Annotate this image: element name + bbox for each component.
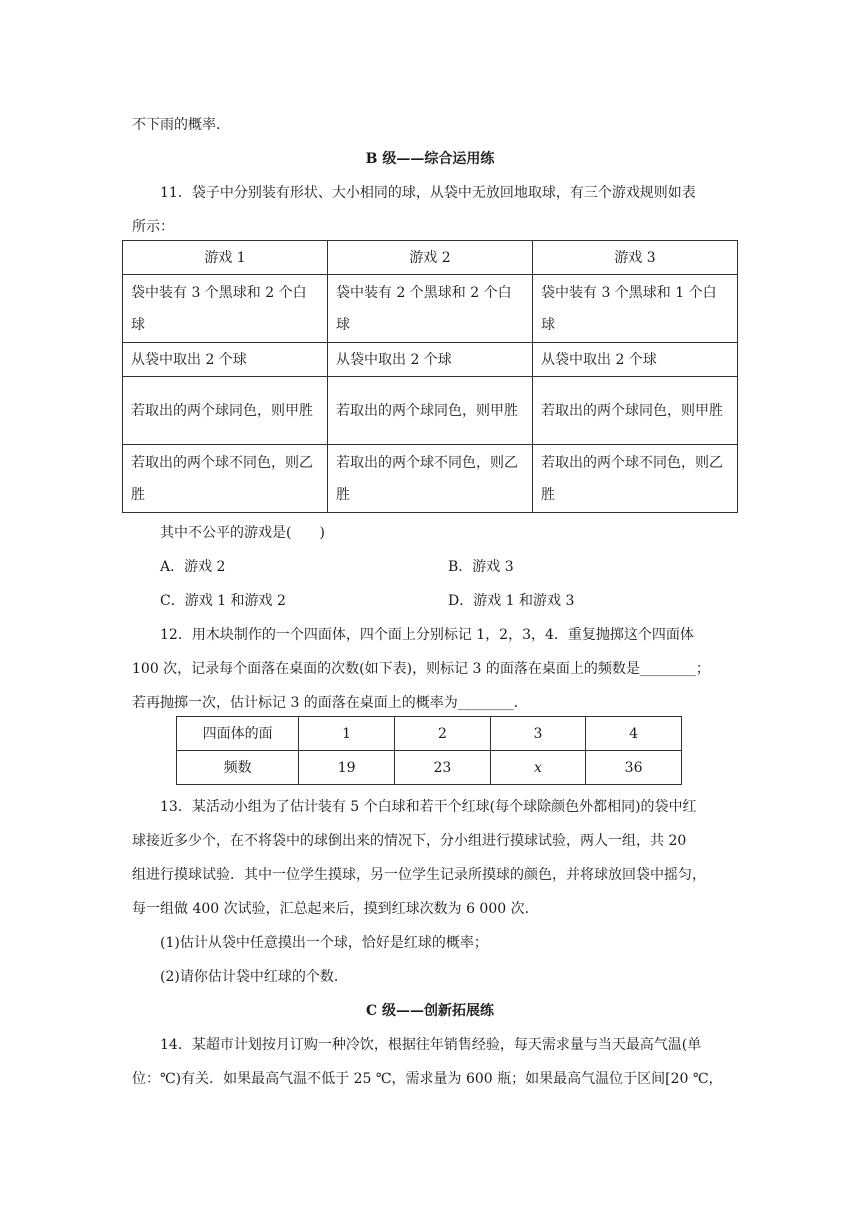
table-cell: 若取出的两个球不同色，则乙胜 [533,445,738,513]
table-row [177,751,682,785]
q13-text-line1: 13．某活动小组为了估计装有 5 个白球和若干个红球(每个球除颜色外都相同)的袋中红 [160,799,697,815]
table-cell: 袋中装有 2 个黑球和 2 个白球 [328,275,533,343]
table-header-cell: 1 [299,717,395,751]
table-cell: 36 [586,751,682,785]
q13-subquestion-1: (1)估计从袋中任意摸出一个球，恰好是红球的概率； [160,935,488,951]
q12-text-line2: 100 次，记录每个面落在桌面的次数(如下表)，则标记 3 的面落在桌面上的频数是________； [132,661,710,677]
section-heading-b: B 级——综合运用练 [365,151,495,167]
q14-text-line2: 位：℃)有关．如果最高气温不低于 25 ℃，需求量为 600 瓶；如果最高气温位于区间[20 ℃， [132,1071,723,1087]
q13-text-line4: 每一组做 400 次试验，汇总起来后，摸到红球次数为 6 000 次． [132,901,539,917]
table-cell: 袋中装有 3 个黑球和 1 个白球 [533,275,738,343]
table-cell: 若取出的两个球同色，则甲胜 [123,377,328,445]
q13-text-line3: 组进行摸球试验．其中一位学生摸球，另一位学生记录所摸球的颜色，并将球放回袋中摇匀， [132,867,706,883]
table-header-cell: 2 [395,717,491,751]
table-cell: 19 [299,751,395,785]
frequency-table [176,716,682,785]
table-row [123,377,738,445]
q12-text-line3: 若再抛掷一次，估计标记 3 的面落在桌面上的概率为________． [132,695,528,711]
q12-text-line1: 12．用木块制作的一个四面体，四个面上分别标记 1，2，3，4．重复抛掷这个四面体 [160,627,694,643]
games-table [122,240,738,513]
table-header-cell: 游戏 3 [533,241,738,275]
table-cell: 从袋中取出 2 个球 [123,343,328,377]
option-c: C．游戏 1 和游戏 2 [160,593,286,609]
table-cell: 23 [395,751,491,785]
table-header-cell: 游戏 1 [123,241,328,275]
q11-prompt: 其中不公平的游戏是( ) [160,525,325,541]
previous-question-tail: 不下雨的概率． [132,117,230,133]
table-cell: 若取出的两个球不同色，则乙胜 [123,445,328,513]
table-header-cell: 4 [586,717,682,751]
table-header-row [177,717,682,751]
section-heading-c: C 级——创新拓展练 [365,1003,495,1019]
table-cell: x [490,751,585,785]
option-b: B．游戏 3 [448,559,514,575]
q14-text-line1: 14．某超市计划按月订购一种冷饮，根据往年销售经验，每天需求量与当天最高气温(单 [160,1037,702,1053]
table-cell: 若取出的两个球同色，则甲胜 [533,377,738,445]
option-d: D．游戏 1 和游戏 3 [448,593,575,609]
option-a: A．游戏 2 [160,559,226,575]
table-row [123,343,738,377]
table-header-cell: 四面体的面 [177,717,299,751]
q13-subquestion-2: (2)请你估计袋中红球的个数． [160,969,348,985]
table-cell: 从袋中取出 2 个球 [533,343,738,377]
table-cell: 袋中装有 3 个黑球和 2 个白球 [123,275,328,343]
table-header-cell: 3 [490,717,585,751]
table-cell: 若取出的两个球同色，则甲胜 [328,377,533,445]
table-row [123,275,738,343]
table-cell: 若取出的两个球不同色，则乙胜 [328,445,533,513]
table-cell: 频数 [177,751,299,785]
q11-text-line1: 11．袋子中分别装有形状、大小相同的球，从袋中无放回地取球，有三个游戏规则如表 [160,185,696,201]
table-cell: 从袋中取出 2 个球 [328,343,533,377]
q13-text-line2: 球接近多少个，在不将袋中的球倒出来的情况下，分小组进行摸球试验，两人一组，共 20 [132,833,687,849]
table-header-row [123,241,738,275]
q11-text-line2: 所示： [132,219,174,235]
table-row [123,445,738,513]
table-header-cell: 游戏 2 [328,241,533,275]
